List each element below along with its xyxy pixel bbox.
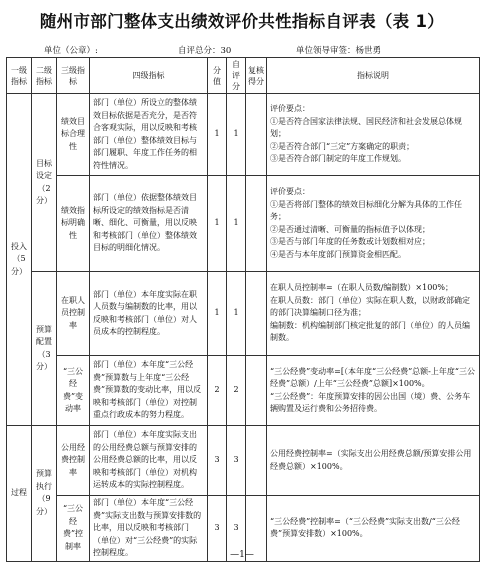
score-cell: 1: [208, 94, 227, 176]
level1-process: 过程: [7, 426, 32, 562]
level4-cell: 部门（单位）依据整体绩效目标所设定的绩效指标是否清晰、细化、可衡量，用以反映和考核部门（单位）整体绩效目标的明细化情况。: [90, 176, 208, 272]
review-score-cell: [246, 426, 267, 496]
header-self-score: 自评分: [227, 58, 246, 94]
note-cell: 公用经费控制率=（实际支出公用经费总额/预算安排公用经费总额）×100%。: [267, 426, 480, 496]
score-cell: 1: [208, 272, 227, 356]
score-cell: 3: [208, 496, 227, 562]
unit-seal-label: 单位（公章）:: [44, 46, 98, 56]
level2-goal: 目标设定（2分）: [32, 94, 57, 272]
level3-cell: “三公经费”控制率: [57, 496, 90, 562]
table-row: [7, 94, 480, 176]
score-cell: 3: [208, 426, 227, 496]
score-cell: 2: [208, 356, 227, 426]
note-cell: “三公经费”控制率=（“三公经费”实际支出数/“三公经费”预算安排数）×100%。: [267, 496, 480, 562]
level3-cell: 绩效指标明确性: [57, 176, 90, 272]
level4-cell: 部门（单位）本年度实际在职人员数与编制数的比率，用以反映和考核部门（单位）对人员成本的控制程度。: [90, 272, 208, 356]
table-row: [7, 426, 480, 496]
review-score-cell: [246, 176, 267, 272]
header-level3: 三级指标: [57, 58, 90, 94]
review-score-cell: [246, 272, 267, 356]
header-level1: 一级指标: [7, 58, 32, 94]
level4-cell: 部门（单位）本年度“三公经费”实际支出数与预算安排数的比率，用以反映和考核部门（单位）对“三公经费”的实际控制程度。: [90, 496, 208, 562]
score-cell: 1: [208, 176, 227, 272]
self-score-cell: 1: [227, 176, 246, 272]
indicator-table: [6, 57, 480, 562]
note-cell: 评价要点： ①是否将部门整体的绩效目标细化分解为具体的工作任务； ②是否通过清晰、可衡量的指标值予以体现； ③是否与部门年度的任务数或计划数相对应； ④是否与本年度部门预算资金相匹配。: [267, 176, 480, 272]
self-score-cell: 1: [227, 94, 246, 176]
self-score-cell: 1: [227, 272, 246, 356]
level2-exec: 预算执行（9分）: [32, 426, 57, 562]
leader-signoff: 单位领导审签：杨世勇: [296, 46, 382, 56]
review-score-cell: [246, 94, 267, 176]
table-row: [7, 356, 480, 426]
level1-input: 投入（5分）: [7, 94, 32, 426]
level4-cell: 部门（单位）本年度实际支出的公用经费总额与预算安排的公用经费总额的比率，用以反映和考核部门（单位）对机构运转成本的实际控制程度。: [90, 426, 208, 496]
level4-cell: 部门（单位）本年度“三公经费”预算数与上年度“三公经费”预算数的变动比率，用以反映和考核部门（单位）对控制重点行政成本的努力程度。: [90, 356, 208, 426]
note-cell: 在职人员控制率=（在职人员数/编制数）×100%； 在职人员数：部门（单位）实际在职人数，以财政部确定的部门决算编制口径为准； 编制数：机构编制部门核定批复的部门（单位）的人员编制数。: [267, 272, 480, 356]
note-cell: “三公经费”变动率=[（本年度“三公经费”总额-上年度“三公经费”总额）/上年“三公经费”总额]×100%。 “三公经费”：年度预算安排的因公出国（境）费、公务车辆购置及运行费和公务招待费。: [267, 356, 480, 426]
level2-budget: 预算配置（3分）: [32, 272, 57, 426]
note-cell: 评价要点： ①是否符合国家法律法规、国民经济和社会发展总体规划； ②是否符合部门“三定”方案确定的职责； ③是否符合部门制定的年度工作规划。: [267, 94, 480, 176]
header-level2: 二级指标: [32, 58, 57, 94]
level4-cell: 部门（单位）所设立的整体绩效目标依据是否充分，是否符合客观实际，用以反映和考核部门（单位）整体绩效目标与部门履职、年度工作任务的相符性情况。: [90, 94, 208, 176]
self-score-cell: 2: [227, 356, 246, 426]
header-note: 指标说明: [267, 58, 480, 94]
total-score: 自评总分：30: [178, 46, 232, 56]
review-score-cell: [246, 356, 267, 426]
header-row: [7, 58, 480, 94]
page-number: —1—: [230, 550, 254, 560]
table-row: [7, 272, 480, 356]
self-score-cell: 3: [227, 426, 246, 496]
table-row: [7, 176, 480, 272]
level3-cell: “三公经费”变动率: [57, 356, 90, 426]
level3-cell: 在职人员控制率: [57, 272, 90, 356]
header-score: 分值: [208, 58, 227, 94]
header-review-score: 复核得分: [246, 58, 267, 94]
level3-cell: 绩效目标合理性: [57, 94, 90, 176]
document-title: 随州市部门整体支出绩效评价共性指标自评表（表 1）: [39, 12, 445, 31]
level3-cell: 公用经费控制率: [57, 426, 90, 496]
self-score-cell: 3: [227, 496, 246, 562]
header-level4: 四级指标: [90, 58, 208, 94]
